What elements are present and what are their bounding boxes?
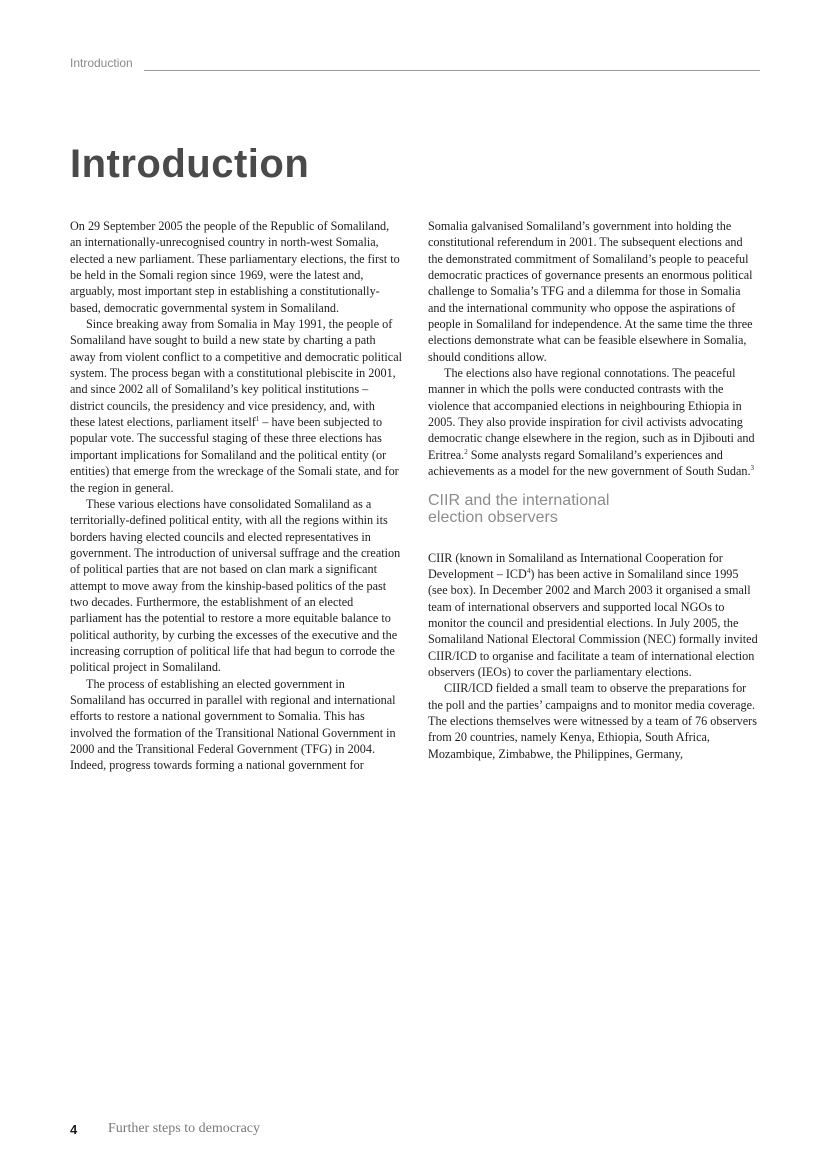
paragraph — [70, 218, 402, 316]
publication-title: Further steps to democracy — [108, 1121, 261, 1136]
paragraph-text: On 29 September 2005 the people of the Republic of Somaliland, an internationally-unrecognised country in north-west Somalia, elected a new parliament. These parliamentary elections, the first to be held in the Somali region since 1969, were the latest and, arguably, most important step in establishing a constitutionally-based, democratic governmental system in Somaliland. — [70, 219, 400, 315]
paragraph — [70, 496, 402, 676]
paragraph-text: Somalia galvanised Somaliland’s government into holding the constitutional referendum in 2001. The subsequent elections and the demonstrated commitment of Somaliland’s people to peaceful democratic practices of governance presents an enormous political challenge to Somalia’s TFG and a dilemma for those in Somalia and the international community who oppose the aspirations of people in Somaliland for independence. At the same time the three elections demonstrate what can be feasible elsewhere in Somalia, should conditions allow. — [428, 219, 753, 364]
right-column — [428, 218, 760, 762]
paragraph-text: ) has been active in Somaliland since 1995 (see box). In December 2002 and March 2003 it organised a small team of international observers and supported local NGOs to monitor the council and presidential elections. In July 2005, the Somaliland National Electoral Commission (NEC) formally invited CIIR/ICD to organise and facilitate a team of international election observers (IEOs) to cover the parliamentary elections. — [428, 566, 758, 679]
section-heading — [428, 492, 760, 526]
page-title: Introduction — [70, 142, 310, 186]
paragraph-text: CIIR (known in Somaliland as International Cooperation for Development – ICD — [428, 550, 723, 581]
paragraph — [428, 680, 760, 762]
paragraph-text: The elections also have regional connotations. The peaceful manner in which the polls were conducted contrasts with the violence that accompanied elections in neighbouring Ethiopia in 2005. They also provide inspiration for civil activists advocating democratic change elsewhere in the region, such as in Djibouti and Eritrea. — [428, 366, 755, 462]
paragraph — [70, 676, 402, 774]
paragraph — [428, 365, 760, 479]
footnote-ref: 1 — [255, 415, 260, 424]
footnote-ref: 4 — [526, 566, 531, 575]
section-heading-line: election observers — [428, 508, 558, 526]
running-head: Introduction — [70, 56, 133, 70]
footnote-ref: 3 — [750, 464, 755, 473]
paragraph — [428, 218, 760, 365]
footnote-ref: 2 — [464, 447, 468, 456]
paragraph-text: – have been subjected to popular vote. The successful staging of these three elections has important implications for Somaliland and the political entity (or entities) that emerge from the wreckage of the Somali state, and for the region in general. — [70, 415, 399, 495]
paragraph — [70, 316, 402, 496]
page-number: 4 — [70, 1122, 78, 1137]
paragraph-text: Some analysts regard Somaliland’s experiences and achievements as a model for the new government of South Sudan. — [428, 447, 751, 479]
paragraph-text: Since breaking away from Somalia in May 1991, the people of Somaliland have sought to build a new state by charting a path away from violent conflict to a competitive and democratic political system. The process began with a constitutional plebiscite in 2001, and since 2002 all of Somaliland’s key political institutions – district councils, the presidency and vice presidency, and, with these latest elections, parliament itself — [70, 317, 402, 430]
paragraph-text: The process of establishing an elected government in Somaliland has occurred in parallel with regional and international efforts to restore a national government to Somalia. This has involved the formation of the Transitional National Government in 2000 and the Transitional Federal Government (TFG) in 2004. Indeed, progress towards forming a national government for — [70, 676, 396, 773]
left-column — [70, 218, 402, 774]
section-heading-line: CIIR and the international — [428, 491, 610, 509]
paragraph — [428, 550, 760, 681]
header-rule — [144, 70, 760, 71]
paragraph-text: These various elections have consolidated Somaliland as a territorially-defined political entity, with all the regions within its borders having elected councils and elected representatives in government. The introduction of universal suffrage and the creation of political parties that are not based on clan mark a significant attempt to move away from the kinship-based politics of the past two decades. Furthermore, the establishment of an elected parliament has the potential to restore a more equitable balance to political authority, by curbing the excesses of the executive and the increasing corruption of political life that had begun to corrode the political project in Somaliland. — [70, 496, 401, 675]
paragraph-text: CIIR/ICD fielded a small team to observe the preparations for the poll and the parties’ campaigns and to monitor media coverage. The elections themselves were witnessed by a team of 76 observers from 20 countries, namely Kenya, Ethiopia, South Africa, Mozambique, Zimbabwe, the Philippines, Germany, — [428, 681, 757, 761]
